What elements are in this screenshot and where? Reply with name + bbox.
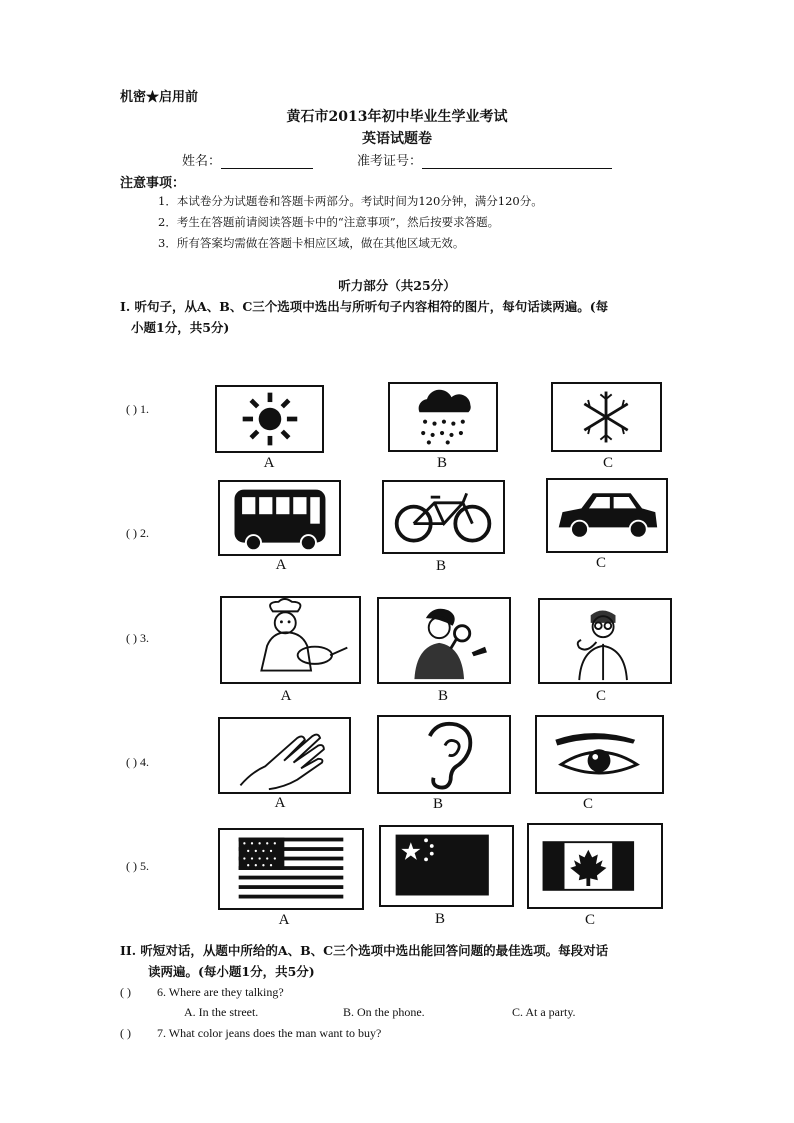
canada-flag-icon xyxy=(527,823,663,909)
cook-icon xyxy=(220,596,361,684)
id-field xyxy=(357,150,612,169)
name-label: 姓名： xyxy=(182,154,222,169)
question-7-bracket: ( ) xyxy=(120,1026,131,1040)
exam-title: 黄石市2013年初中毕业生学业考试 xyxy=(286,109,508,125)
option-a: A xyxy=(274,795,286,811)
part1-instruction-cont: 小题1分，共5分) xyxy=(131,320,230,335)
detective-icon xyxy=(377,597,511,684)
question-6-option-b: B. On the phone. xyxy=(343,1005,425,1019)
question-3-label: ( ) 3. xyxy=(126,631,149,645)
bicycle-icon xyxy=(382,480,505,554)
option-a: A xyxy=(275,557,287,573)
car-icon xyxy=(546,478,668,553)
notes-heading: 注意事项： xyxy=(120,176,186,191)
doctor-icon xyxy=(538,598,672,684)
exam-subtitle: 英语试题卷 xyxy=(362,131,432,147)
option-b: B xyxy=(436,455,447,471)
option-c: C xyxy=(595,555,606,571)
bus-icon xyxy=(218,480,341,556)
option-a: A xyxy=(280,688,292,704)
option-b: B xyxy=(437,688,448,704)
option-a: A xyxy=(278,912,290,928)
confidential-mark: 机密★启用前 xyxy=(120,90,199,105)
option-a: A xyxy=(263,455,275,471)
question-4-label: ( ) 4. xyxy=(126,755,149,769)
name-field xyxy=(182,150,313,169)
option-c: C xyxy=(582,796,593,812)
question-5-label: ( ) 5. xyxy=(126,859,149,873)
china-flag-icon xyxy=(379,825,514,907)
snowflake-icon xyxy=(551,382,662,452)
listening-heading: 听力部分（共25分） xyxy=(338,278,456,293)
ear-icon xyxy=(377,715,511,794)
question-6-option-c: C. At a party. xyxy=(512,1005,576,1019)
part2-instruction: II. 听短对话，从题中所给的A、B、C三个选项中选出能回答问题的最佳选项。每段对话 xyxy=(120,943,609,958)
option-b: B xyxy=(432,796,443,812)
part2-instruction-cont: 读两遍。(每小题1分，共5分) xyxy=(148,964,315,979)
id-label: 准考证号： xyxy=(357,154,423,169)
eye-icon xyxy=(535,715,664,794)
question-6-option-a: A. In the street. xyxy=(184,1005,259,1019)
option-c: C xyxy=(595,688,606,704)
question-1-label: ( ) 1. xyxy=(126,402,149,416)
note-item: 2．考生在答题前请阅读答题卡中的“注意事项”，然后按要求答题。 xyxy=(158,215,500,229)
note-item: 1．本试卷分为试题卷和答题卡两部分。考试时间为120分钟，满分120分。 xyxy=(158,194,543,208)
sun-icon xyxy=(215,385,324,453)
rain-cloud-icon xyxy=(388,382,498,452)
option-c: C xyxy=(602,455,613,471)
id-blank xyxy=(422,155,612,169)
us-flag-icon xyxy=(218,828,364,910)
part1-instruction: I. 听句子，从A、B、C三个选项中选出与所听句子内容相符的图片，每句话读两遍。(每 xyxy=(120,299,609,314)
name-blank xyxy=(221,155,313,169)
option-b: B xyxy=(434,911,445,927)
option-b: B xyxy=(435,558,446,574)
question-6-text: 6. Where are they talking? xyxy=(157,985,284,999)
question-6-bracket: ( ) xyxy=(120,985,131,999)
hand-icon xyxy=(218,717,351,794)
question-7-text: 7. What color jeans does the man want to buy? xyxy=(157,1026,382,1040)
option-c: C xyxy=(584,912,595,928)
note-item: 3．所有答案均需做在答题卡相应区域，做在其他区域无效。 xyxy=(158,236,465,250)
question-2-label: ( ) 2. xyxy=(126,526,149,540)
